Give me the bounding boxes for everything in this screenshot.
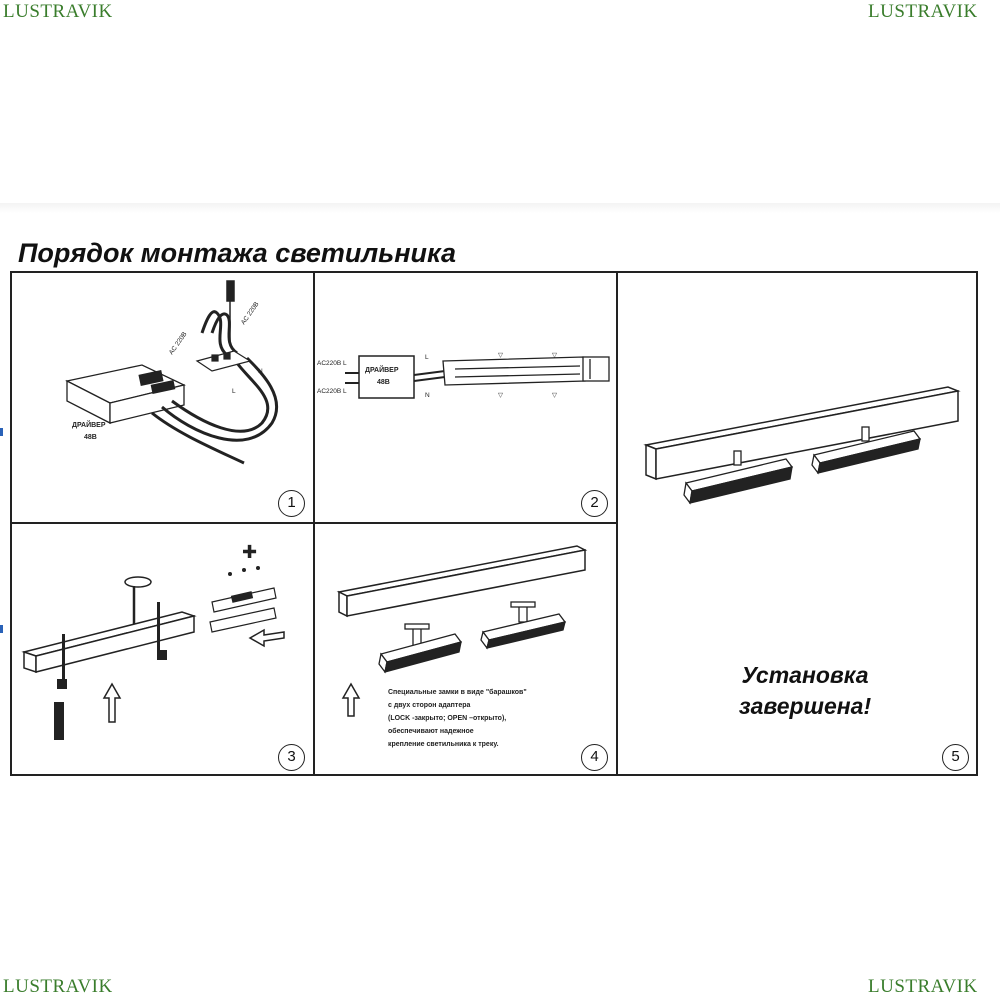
note-line: Специальные замки в виде "барашков" [388, 689, 527, 696]
lock-note [388, 686, 527, 751]
page-title: Порядок монтажа светильника [18, 238, 457, 268]
track-rail [339, 546, 585, 616]
note-line: крепление светильника к треку. [388, 741, 499, 748]
done-line: завершена! [738, 693, 872, 719]
svg-text:L: L [425, 354, 429, 361]
luminaire [481, 602, 565, 648]
driver-box [359, 356, 414, 398]
driver-label: ДРАЙВЕР [72, 422, 106, 429]
ceiling-mount [125, 577, 151, 624]
watermark-text: LUSTRAVIK [3, 976, 113, 997]
ac-label-1: AC 220В [167, 330, 189, 357]
page-divider [0, 203, 1000, 213]
step-number-4: 4 [581, 744, 608, 771]
svg-text:▽: ▽ [498, 392, 503, 399]
note-line: с двух сторон адаптера [388, 702, 471, 709]
driver-label: ДРАЙВЕР [365, 367, 399, 374]
track-connector [210, 588, 276, 632]
watermark-bottom-right [868, 976, 978, 998]
track-rail [24, 612, 194, 672]
ac-n-label: AC220В L [317, 388, 347, 395]
ac-l-label: AC220В L [317, 360, 347, 367]
edge-mark [0, 428, 3, 436]
watermark-text: LUSTRAVIK [3, 1, 113, 22]
watermark-text: LUSTRAVIK [868, 976, 978, 997]
step-number-2: 2 [581, 490, 608, 517]
anchor-icons [228, 542, 260, 576]
driver-power-label: 48В [377, 379, 390, 386]
ac-label-2: AC 220В [239, 300, 261, 327]
edge-mark [0, 625, 3, 633]
installation-complete-text [700, 660, 910, 722]
note-line: обеспечивают надежное [388, 728, 474, 735]
svg-text:▽: ▽ [552, 352, 557, 359]
panel-1-illustration [12, 273, 312, 521]
arrow-icon [343, 684, 359, 716]
svg-text:✚: ✚ [242, 542, 258, 563]
done-line: Установка [741, 662, 869, 688]
watermark-text: LUSTRAVIK [868, 1, 978, 22]
watermark-top-right [868, 1, 978, 23]
watermark-top-left [3, 1, 113, 23]
step-number-5: 5 [942, 744, 969, 771]
step-number-3: 3 [278, 744, 305, 771]
watermark-bottom-left [3, 976, 113, 998]
panel-3-illustration [12, 524, 312, 774]
panel-2-illustration [315, 273, 615, 521]
svg-text:N: N [425, 392, 430, 399]
step-number-1: 1 [278, 490, 305, 517]
wire-n-label: N [258, 368, 263, 375]
note-line: (LOCK -закрыто; OPEN –открыто), [388, 715, 507, 722]
svg-text:▽: ▽ [498, 352, 503, 359]
wire-l-label: L [232, 388, 236, 395]
track-connector [443, 357, 609, 385]
luminaire [379, 624, 461, 672]
svg-text:▽: ▽ [552, 392, 557, 399]
driver-box [67, 365, 184, 423]
driver-power-label: 48В [84, 434, 97, 441]
